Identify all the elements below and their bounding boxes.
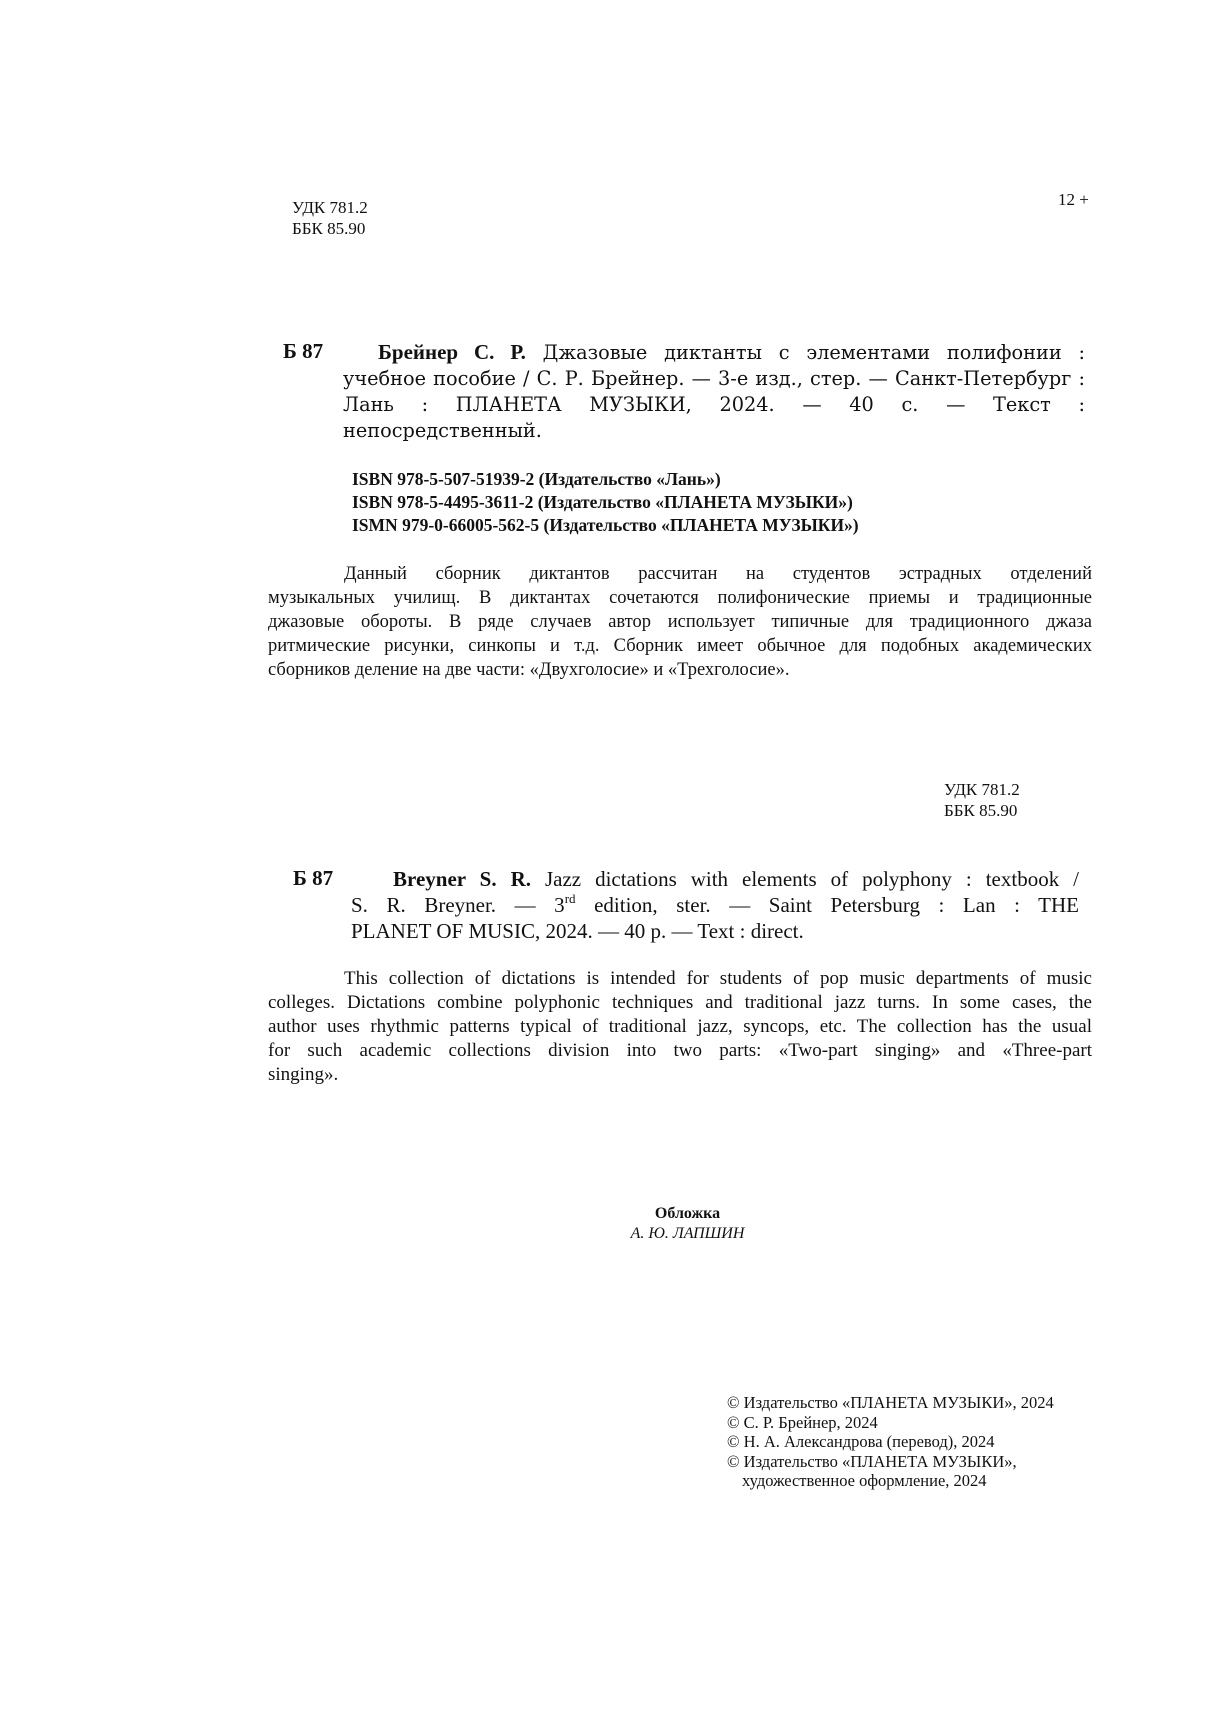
en-entry-text: S. R. Breyner. — 3 — [351, 893, 565, 917]
en-abstract-line: This collection of dictations is intended for students of pop music departments of music — [344, 968, 1092, 989]
isbn-planeta: ISBN 978-5-4495-3611-2 (Издательство «ПЛАНЕТА МУЗЫКИ») — [352, 492, 853, 512]
ru-author-sign: Б 87 — [283, 339, 324, 363]
bbk-code: ББК 85.90 — [292, 219, 366, 238]
ru-bibliographic-entry — [343, 339, 1085, 444]
udk-code: УДК 781.2 — [292, 198, 368, 217]
en-abstract-line: for such academic collections division into two parts: «Two-part singing» and «Three-part — [268, 1040, 1092, 1061]
ru-entry-line-2: учебное пособие / С. Р. Брейнер. — 3-е изд., стер. — Санкт-Петербург : — [343, 367, 1085, 390]
ru-entry-line-3: Лань : ПЛАНЕТА МУЗЫКИ, 2024. — 40 с. — Текст : — [343, 393, 1085, 416]
bbk-code: ББК 85.90 — [944, 801, 1018, 820]
age-rating: 12 + — [1058, 190, 1089, 209]
copyright-line: © Издательство «ПЛАНЕТА МУЗЫКИ», — [727, 1451, 1017, 1471]
en-abstract-line: author uses rhythmic patterns typical of traditional jazz, syncops, etc. The collection has the usual — [268, 1016, 1092, 1037]
isbn-block — [352, 468, 859, 537]
ru-abstract-line: Данный сборник диктантов рассчитан на студентов эстрадных отделений — [344, 564, 1092, 584]
en-entry-line-2 — [351, 892, 1079, 918]
ordinal-suffix: rd — [564, 891, 576, 906]
ru-abstract — [268, 562, 1092, 682]
ismn-planeta: ISMN 979-0-66005-562-5 (Издательство «ПЛАНЕТА МУЗЫКИ») — [352, 515, 859, 535]
udk-bbk-block-top — [292, 197, 368, 239]
ru-abstract-line: ритмические рисунки, синкопы и т.д. Сборник имеет обычное для подобных академических — [268, 636, 1092, 656]
en-author: Breyner S. R. — [393, 867, 531, 891]
ru-author: Брейнер С. Р. — [378, 340, 526, 364]
ru-entry-line-4: непосредственный. — [343, 419, 542, 442]
ru-abstract-line: музыкальных училищ. В диктантах сочетаются полифонические приемы и традиционные — [268, 588, 1092, 608]
en-author-sign: Б 87 — [293, 866, 334, 890]
en-entry-line-1 — [393, 866, 1079, 892]
cover-label: Обложка — [654, 1205, 721, 1222]
ru-title: Джазовые диктанты с элементами полифонии : — [542, 341, 1085, 364]
ru-entry-line-1 — [378, 339, 1085, 366]
copyright-line: © Издательство «ПЛАНЕТА МУЗЫКИ», 2024 — [727, 1393, 1054, 1412]
copyright-line: © Н. А. Александрова (перевод), 2024 — [727, 1432, 995, 1451]
en-abstract — [268, 967, 1092, 1087]
ru-abstract-line: сборников деление на две части: «Двухголосие» и «Трехголосие». — [268, 660, 790, 680]
en-entry-line-3: PLANET OF MUSIC, 2024. — 40 p. — Text : direct. — [351, 919, 804, 943]
cover-credit — [0, 1204, 1211, 1244]
isbn-lan: ISBN 978-5-507-51939-2 (Издательство «Лань») — [352, 469, 721, 489]
ru-abstract-line: джазовые обороты. В ряде случаев автор использует типичные для традиционного джаза — [268, 612, 1092, 632]
en-abstract-line: colleges. Dictations combine polyphonic techniques and traditional jazz turns. In some cases, the — [268, 992, 1092, 1013]
udk-code: УДК 781.2 — [944, 780, 1020, 799]
cover-artist: А. Ю. ЛАПШИН — [630, 1225, 745, 1242]
en-abstract-line: singing». — [268, 1064, 339, 1085]
en-bibliographic-entry — [351, 866, 1079, 944]
copyright-line: художественное оформление, 2024 — [742, 1471, 987, 1490]
en-title: Jazz dictations with elements of polyphony : textbook / — [544, 867, 1080, 891]
en-entry-text: edition, ster. — Saint Petersburg : Lan : THE — [575, 893, 1079, 917]
udk-bbk-block-mid — [944, 779, 1020, 821]
copyright-line: © С. Р. Брейнер, 2024 — [727, 1412, 878, 1432]
copyright-block — [727, 1393, 1054, 1491]
